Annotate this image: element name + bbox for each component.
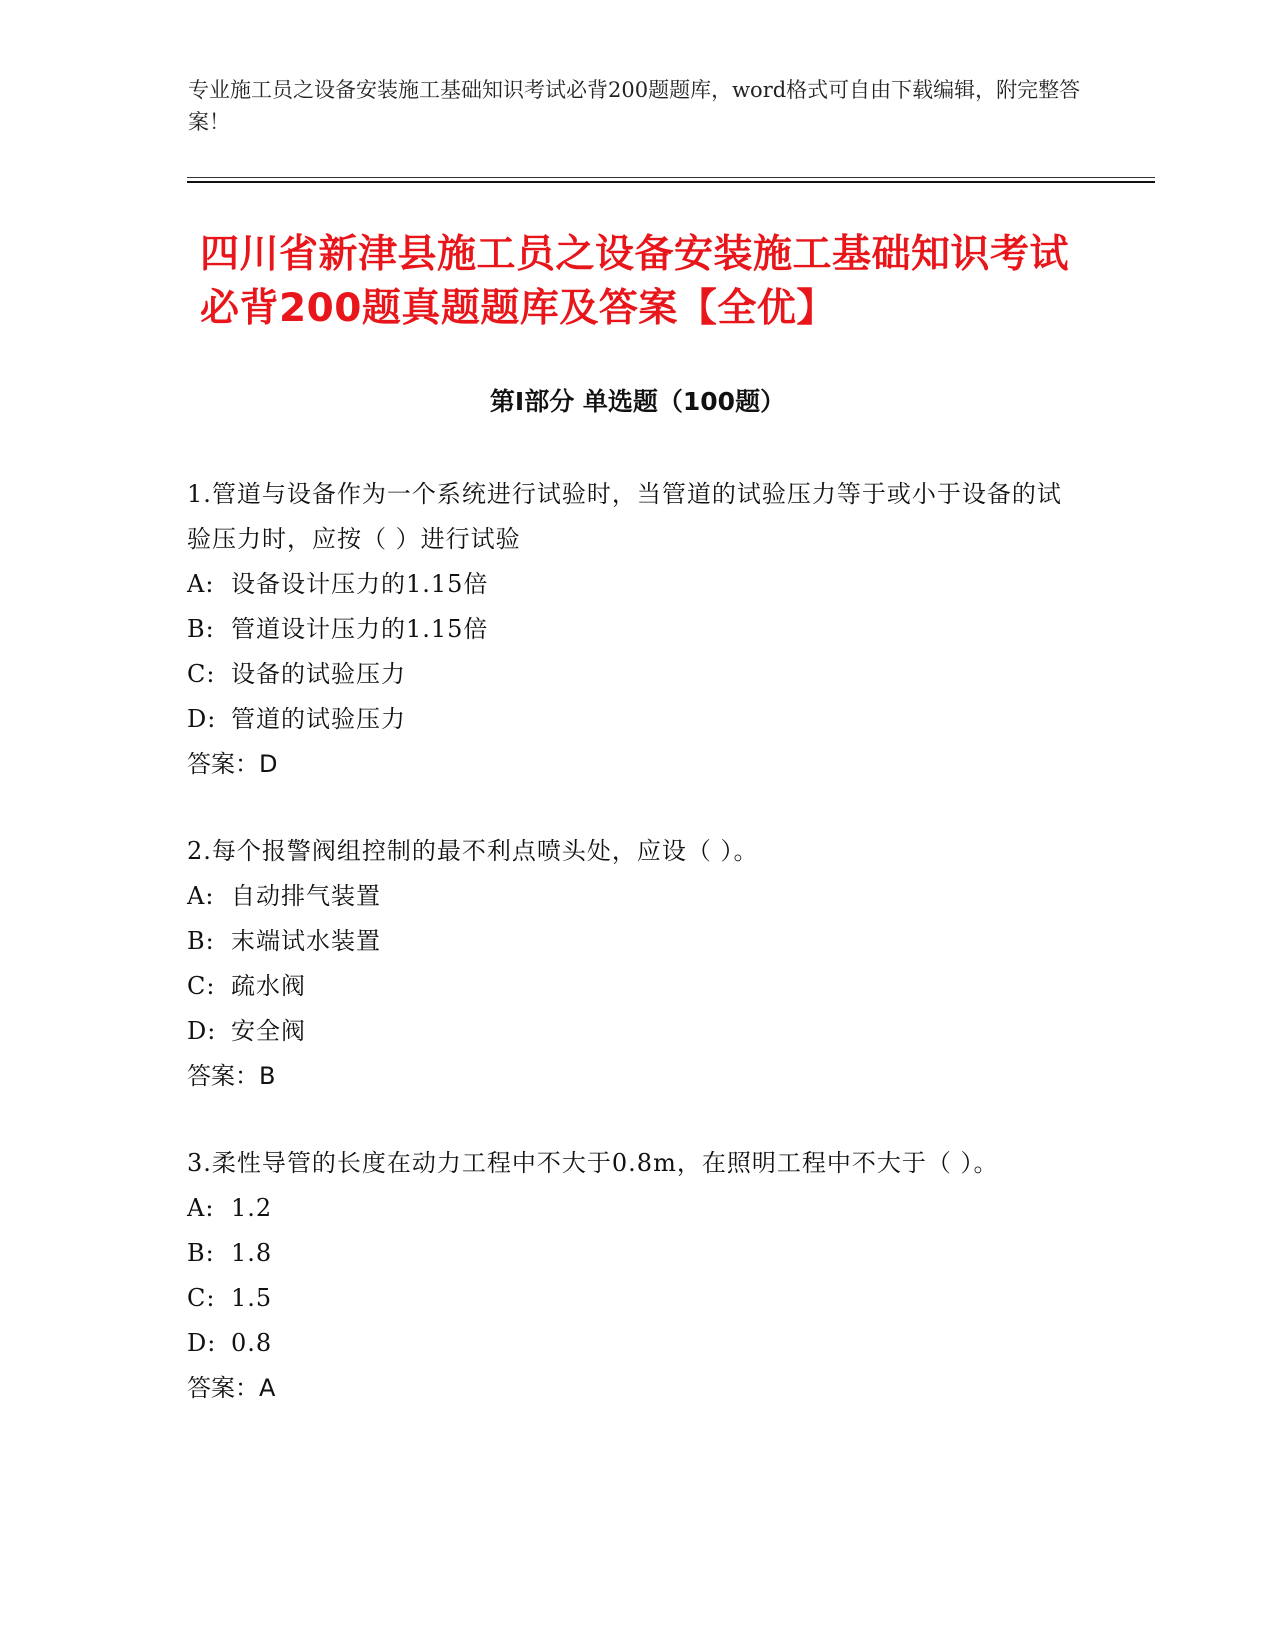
option-text: 管道的试验压力 bbox=[231, 705, 406, 733]
option-text: 1.5 bbox=[231, 1284, 273, 1312]
header-divider bbox=[187, 177, 1155, 183]
question-3 bbox=[187, 1141, 1067, 1411]
option-letter: D: bbox=[187, 705, 217, 733]
option-d bbox=[187, 697, 1067, 742]
option-letter: C: bbox=[187, 1284, 216, 1312]
option-a bbox=[187, 874, 1067, 919]
section-heading: 第I部分 单选题（100题） bbox=[489, 387, 786, 416]
question-stem: 2.每个报警阀组控制的最不利点喷头处，应设（ ）。 bbox=[187, 837, 759, 865]
header-note: 专业施工员之设备安装施工基础知识考试必背200题题库，word格式可自由下载编辑，附完整答案！ bbox=[188, 78, 1081, 134]
option-letter: C: bbox=[187, 660, 216, 688]
option-text: 设备的试验压力 bbox=[231, 660, 406, 688]
option-letter: A: bbox=[187, 882, 215, 910]
option-letter: B: bbox=[187, 927, 215, 955]
option-letter: D: bbox=[187, 1017, 217, 1045]
option-text: 1.8 bbox=[231, 1239, 273, 1267]
option-b bbox=[187, 1231, 1067, 1276]
option-a bbox=[187, 562, 1067, 607]
option-text: 自动排气装置 bbox=[231, 882, 381, 910]
option-a bbox=[187, 1186, 1067, 1231]
option-text: 疏水阀 bbox=[231, 972, 306, 1000]
option-text: 末端试水装置 bbox=[231, 927, 381, 955]
option-c bbox=[187, 1276, 1067, 1321]
option-text: 设备设计压力的1.15倍 bbox=[231, 570, 489, 598]
question-list bbox=[187, 472, 1067, 1453]
answer-line: 答案：D bbox=[187, 750, 278, 778]
option-c bbox=[187, 964, 1067, 1009]
option-text: 管道设计压力的1.15倍 bbox=[231, 615, 489, 643]
option-letter: C: bbox=[187, 972, 216, 1000]
option-text: 1.2 bbox=[231, 1194, 273, 1222]
question-stem: 1.管道与设备作为一个系统进行试验时，当管道的试验压力等于或小于设备的试验压力时，应按（ ）进行试验 bbox=[187, 480, 1062, 553]
option-c bbox=[187, 652, 1067, 697]
option-d bbox=[187, 1009, 1067, 1054]
option-letter: A: bbox=[187, 1194, 215, 1222]
option-letter: A: bbox=[187, 570, 215, 598]
answer-line: 答案：A bbox=[187, 1374, 276, 1402]
option-d bbox=[187, 1321, 1067, 1366]
answer-line: 答案：B bbox=[187, 1062, 276, 1090]
option-b bbox=[187, 607, 1067, 652]
option-letter: D: bbox=[187, 1329, 217, 1357]
question-1 bbox=[187, 472, 1067, 787]
option-text: 0.8 bbox=[231, 1329, 273, 1357]
option-b bbox=[187, 919, 1067, 964]
option-letter: B: bbox=[187, 1239, 215, 1267]
option-text: 安全阀 bbox=[231, 1017, 306, 1045]
document-title: 四川省新津县施工员之设备安装施工基础知识考试必背200题真题题库及答案【全优】 bbox=[200, 232, 1070, 331]
question-stem: 3.柔性导管的长度在动力工程中不大于0.8m，在照明工程中不大于（ ）。 bbox=[187, 1149, 999, 1177]
question-2 bbox=[187, 829, 1067, 1099]
option-letter: B: bbox=[187, 615, 215, 643]
